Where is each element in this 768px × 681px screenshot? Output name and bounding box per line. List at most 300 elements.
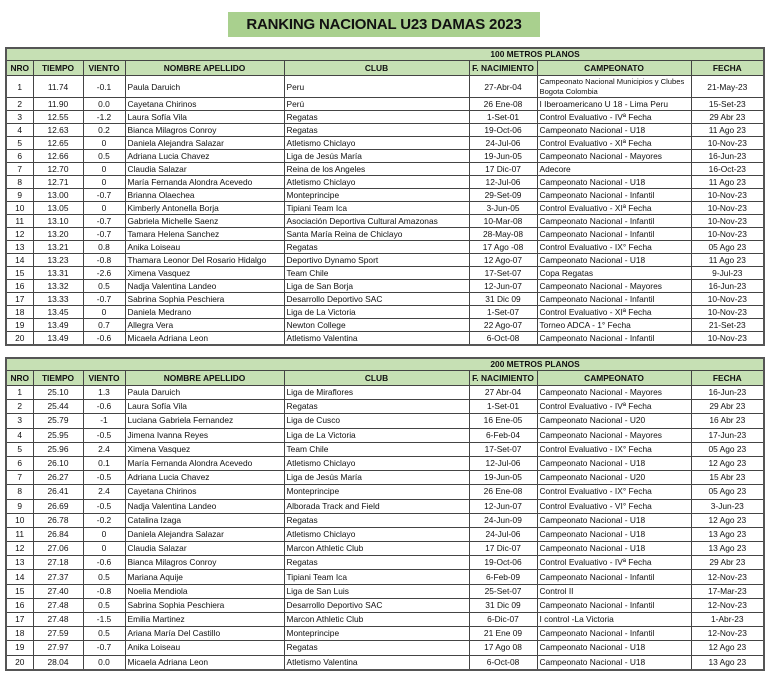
cell-club: Liga de Miraflores — [284, 386, 469, 400]
cell-nro: 18 — [6, 306, 33, 319]
table-row — [6, 386, 764, 400]
cell-viento: 0.5 — [83, 150, 125, 163]
cell-nombre: Ximena Vasquez — [125, 267, 284, 280]
cell-club: Liga de San Borja — [284, 280, 469, 293]
cell-viento: 0.5 — [83, 570, 125, 584]
cell-fecha: 12-Nov-23 — [691, 570, 764, 584]
cell-f-nacimiento: 12-Jun-07 — [469, 280, 537, 293]
cell-f-nacimiento: 24-Jul-06 — [469, 527, 537, 541]
cell-club: Desarrollo Deportivo SAC — [284, 293, 469, 306]
cell-campeonato: I Iberoamericano U 18 - Lima Peru — [537, 98, 691, 111]
column-header-nro: NRO — [6, 371, 33, 386]
cell-nombre: Adriana Lucia Chavez — [125, 150, 284, 163]
cell-club: Tipiani Team Ica — [284, 202, 469, 215]
cell-tiempo: 25.44 — [33, 400, 83, 414]
cell-fecha: 15 Abr 23 — [691, 471, 764, 485]
table-row — [6, 428, 764, 442]
cell-club: Atletismo Chiclayo — [284, 137, 469, 150]
cell-fecha: 10-Nov-23 — [691, 202, 764, 215]
ranking-table-100m — [5, 47, 765, 346]
cell-f-nacimiento: 28-May-08 — [469, 228, 537, 241]
cell-nombre: Allegra Vera — [125, 319, 284, 332]
cell-viento: -2.6 — [83, 267, 125, 280]
cell-viento: -1 — [83, 414, 125, 428]
cell-campeonato: Campeonato Nacional - Infantil — [537, 293, 691, 306]
cell-viento: -0.1 — [83, 76, 125, 98]
cell-f-nacimiento: 29-Set-09 — [469, 189, 537, 202]
cell-campeonato: Campeonato Nacional - Infantil — [537, 332, 691, 346]
table-row — [6, 598, 764, 612]
cell-nro: 14 — [6, 570, 33, 584]
cell-campeonato: Campeonato Nacional - Infantil — [537, 598, 691, 612]
table-row — [6, 202, 764, 215]
cell-nro: 4 — [6, 124, 33, 137]
cell-club: Atletismo Chiclayo — [284, 176, 469, 189]
cell-nro: 5 — [6, 442, 33, 456]
cell-nro: 17 — [6, 613, 33, 627]
cell-nombre: Micaela Adriana Leon — [125, 332, 284, 346]
cell-campeonato: Campeonato Nacional - U20 — [537, 414, 691, 428]
cell-club: Monteprincipe — [284, 627, 469, 641]
cell-nombre: Claudia Salazar — [125, 542, 284, 556]
cell-viento: 0 — [83, 163, 125, 176]
cell-nombre: Bianca Milagros Conroy — [125, 124, 284, 137]
cell-tiempo: 26.10 — [33, 456, 83, 470]
cell-viento: 0 — [83, 137, 125, 150]
table-row — [6, 556, 764, 570]
cell-f-nacimiento: 19-Oct-06 — [469, 124, 537, 137]
table-row — [6, 228, 764, 241]
cell-f-nacimiento: 17-Set-07 — [469, 267, 537, 280]
section-title-text: 100 METROS PLANOS — [490, 49, 580, 59]
cell-campeonato: Control Evaluativo - XIª Fecha — [537, 202, 691, 215]
cell-nombre: Brianna Olaechea — [125, 189, 284, 202]
cell-nombre: Cayetana Chirinos — [125, 485, 284, 499]
cell-tiempo: 13.31 — [33, 267, 83, 280]
cell-tiempo: 25.79 — [33, 414, 83, 428]
cell-nro: 7 — [6, 163, 33, 176]
cell-nro: 1 — [6, 386, 33, 400]
cell-fecha: 17-Mar-23 — [691, 584, 764, 598]
table-row — [6, 76, 764, 98]
cell-nombre: Daniela Alejandra Salazar — [125, 527, 284, 541]
cell-f-nacimiento: 19-Jun-05 — [469, 471, 537, 485]
cell-nro: 12 — [6, 228, 33, 241]
cell-campeonato: Control Evaluativo - XIª Fecha — [537, 137, 691, 150]
cell-club: Atletismo Chiclayo — [284, 456, 469, 470]
column-header-campeonato: CAMPEONATO — [537, 61, 691, 76]
table-row — [6, 254, 764, 267]
cell-viento: 0.5 — [83, 280, 125, 293]
table-row — [6, 306, 764, 319]
cell-tiempo: 27.97 — [33, 641, 83, 655]
cell-fecha: 16-Jun-23 — [691, 280, 764, 293]
cell-tiempo: 27.37 — [33, 570, 83, 584]
cell-f-nacimiento: 22 Ago-07 — [469, 319, 537, 332]
cell-campeonato: Campeonato Nacional - Mayores — [537, 386, 691, 400]
cell-nombre: Laura Sofía Vila — [125, 111, 284, 124]
cell-campeonato: Control II — [537, 584, 691, 598]
table-row — [6, 241, 764, 254]
cell-viento: 0 — [83, 202, 125, 215]
cell-nro: 6 — [6, 150, 33, 163]
cell-fecha: 16 Abr 23 — [691, 414, 764, 428]
cell-campeonato: Campeonato Nacional - U18 — [537, 456, 691, 470]
cell-tiempo: 25.96 — [33, 442, 83, 456]
cell-nombre: Jimena Ivanna Reyes — [125, 428, 284, 442]
cell-fecha: 12 Ago 23 — [691, 513, 764, 527]
cell-tiempo: 13.00 — [33, 189, 83, 202]
cell-nombre: Bianca Milagros Conroy — [125, 556, 284, 570]
cell-tiempo: 12.65 — [33, 137, 83, 150]
cell-nro: 16 — [6, 598, 33, 612]
cell-viento: 0 — [83, 306, 125, 319]
table-row — [6, 513, 764, 527]
cell-nombre: María Fernanda Alondra Acevedo — [125, 176, 284, 189]
cell-tiempo: 12.63 — [33, 124, 83, 137]
cell-fecha: 16-Jun-23 — [691, 386, 764, 400]
cell-club: Desarrollo Deportivo SAC — [284, 598, 469, 612]
cell-nombre: Nadja Valentina Landeo — [125, 499, 284, 513]
section-title — [6, 48, 764, 61]
cell-campeonato: Control Evaluativo - IX° Fecha — [537, 485, 691, 499]
table-row — [6, 613, 764, 627]
cell-club: Atletismo Valentina — [284, 332, 469, 346]
cell-viento: -0.7 — [83, 293, 125, 306]
cell-nro: 11 — [6, 215, 33, 228]
cell-fecha: 11 Ago 23 — [691, 176, 764, 189]
column-header-fecha: FECHA — [691, 371, 764, 386]
cell-campeonato: Campeonato Nacional - U18 — [537, 124, 691, 137]
cell-campeonato: Campeonato Nacional Municipios y Clubes Bogota Colombia — [537, 76, 691, 98]
cell-campeonato: Campeonato Nacional - U18 — [537, 542, 691, 556]
cell-nombre: Adriana Lucia Chavez — [125, 471, 284, 485]
cell-tiempo: 11.74 — [33, 76, 83, 98]
column-header-tiempo: TIEMPO — [33, 371, 83, 386]
cell-nro: 15 — [6, 267, 33, 280]
cell-viento: 0.0 — [83, 655, 125, 670]
cell-fecha: 15-Set-23 — [691, 98, 764, 111]
table-row — [6, 527, 764, 541]
cell-nombre: Laura Sofía Vila — [125, 400, 284, 414]
cell-f-nacimiento: 17 Dic-07 — [469, 542, 537, 556]
cell-campeonato: Campeonato Nacional - Mayores — [537, 280, 691, 293]
table-row — [6, 176, 764, 189]
cell-f-nacimiento: 25-Set-07 — [469, 584, 537, 598]
cell-fecha: 29 Abr 23 — [691, 400, 764, 414]
cell-nro: 10 — [6, 513, 33, 527]
cell-tiempo: 26.69 — [33, 499, 83, 513]
cell-viento: -0.8 — [83, 254, 125, 267]
column-header-nombre: NOMBRE APELLIDO — [125, 61, 284, 76]
cell-tiempo: 26.78 — [33, 513, 83, 527]
column-header-viento: VIENTO — [83, 61, 125, 76]
cell-club: Team Chile — [284, 442, 469, 456]
cell-viento: -0.2 — [83, 513, 125, 527]
cell-campeonato: Campeonato Nacional - Infantil — [537, 627, 691, 641]
cell-f-nacimiento: 31 Dic 09 — [469, 293, 537, 306]
cell-nro: 17 — [6, 293, 33, 306]
cell-campeonato: Campeonato Nacional - Infantil — [537, 570, 691, 584]
cell-f-nacimiento: 12-Jul-06 — [469, 176, 537, 189]
table-row — [6, 542, 764, 556]
cell-club: Regatas — [284, 241, 469, 254]
cell-club: Liga de San Luis — [284, 584, 469, 598]
cell-f-nacimiento: 27-Abr-04 — [469, 76, 537, 98]
cell-fecha: 10-Nov-23 — [691, 306, 764, 319]
cell-tiempo: 12.70 — [33, 163, 83, 176]
table-row — [6, 189, 764, 202]
cell-nro: 6 — [6, 456, 33, 470]
cell-f-nacimiento: 27 Abr-04 — [469, 386, 537, 400]
column-header-club: CLUB — [284, 371, 469, 386]
cell-viento: -1.5 — [83, 613, 125, 627]
cell-nombre: Paula Daruich — [125, 386, 284, 400]
cell-tiempo: 27.06 — [33, 542, 83, 556]
section-title — [6, 358, 764, 371]
cell-nro: 9 — [6, 499, 33, 513]
cell-campeonato: Campeonato Nacional - U18 — [537, 254, 691, 267]
cell-viento: 2.4 — [83, 442, 125, 456]
cell-campeonato: Control Evaluativo - IX° Fecha — [537, 442, 691, 456]
cell-nombre: Anika Loiseau — [125, 641, 284, 655]
cell-viento: -0.7 — [83, 641, 125, 655]
cell-tiempo: 13.10 — [33, 215, 83, 228]
cell-nombre: Micaela Adriana Leon — [125, 655, 284, 670]
cell-fecha: 05 Ago 23 — [691, 241, 764, 254]
cell-nro: 20 — [6, 655, 33, 670]
cell-nombre: Cayetana Chirinos — [125, 98, 284, 111]
table-row — [6, 442, 764, 456]
cell-f-nacimiento: 6-Oct-08 — [469, 332, 537, 346]
cell-nombre: Sabrina Sophia Peschiera — [125, 293, 284, 306]
cell-nro: 19 — [6, 641, 33, 655]
cell-club: Peru — [284, 76, 469, 98]
cell-campeonato: Copa Regatas — [537, 267, 691, 280]
cell-viento: 0.7 — [83, 319, 125, 332]
cell-tiempo: 28.04 — [33, 655, 83, 670]
cell-nombre: Luciana Gabriela Fernandez — [125, 414, 284, 428]
table-row — [6, 627, 764, 641]
cell-f-nacimiento: 21 Ene 09 — [469, 627, 537, 641]
cell-viento: 0 — [83, 176, 125, 189]
cell-f-nacimiento: 17 Ago 08 — [469, 641, 537, 655]
table-row — [6, 332, 764, 346]
cell-campeonato: Adecore — [537, 163, 691, 176]
cell-nombre: Kimberly Antonella Borja — [125, 202, 284, 215]
cell-f-nacimiento: 24-Jun-09 — [469, 513, 537, 527]
cell-nombre: María Fernanda Alondra Acevedo — [125, 456, 284, 470]
cell-fecha: 12-Nov-23 — [691, 627, 764, 641]
cell-f-nacimiento: 6-Feb-09 — [469, 570, 537, 584]
cell-fecha: 05 Ago 23 — [691, 485, 764, 499]
cell-nro: 19 — [6, 319, 33, 332]
cell-campeonato: Campeonato Nacional - U18 — [537, 513, 691, 527]
cell-nro: 13 — [6, 241, 33, 254]
cell-f-nacimiento: 16 Ene-05 — [469, 414, 537, 428]
cell-nro: 10 — [6, 202, 33, 215]
cell-club: Liga de Jesús María — [284, 471, 469, 485]
cell-nro: 1 — [6, 76, 33, 98]
table-row — [6, 124, 764, 137]
cell-nro: 9 — [6, 189, 33, 202]
cell-nro: 3 — [6, 414, 33, 428]
cell-nro: 8 — [6, 485, 33, 499]
cell-club: Santa María Reina de Chiclayo — [284, 228, 469, 241]
table-row — [6, 414, 764, 428]
table-row — [6, 641, 764, 655]
cell-campeonato: Campeonato Nacional - Mayores — [537, 428, 691, 442]
cell-fecha: 29 Abr 23 — [691, 111, 764, 124]
cell-fecha: 16-Oct-23 — [691, 163, 764, 176]
cell-nombre: Noelia Mendiola — [125, 584, 284, 598]
cell-f-nacimiento: 1-Set-07 — [469, 306, 537, 319]
cell-nro: 2 — [6, 98, 33, 111]
cell-campeonato: Campeonato Nacional - U18 — [537, 176, 691, 189]
cell-club: Tipiani Team Ica — [284, 570, 469, 584]
table-row — [6, 485, 764, 499]
table-row — [6, 163, 764, 176]
cell-viento: 0.0 — [83, 98, 125, 111]
cell-f-nacimiento: 12-Jul-06 — [469, 456, 537, 470]
cell-fecha: 1-Abr-23 — [691, 613, 764, 627]
cell-nro: 16 — [6, 280, 33, 293]
column-header-club: CLUB — [284, 61, 469, 76]
cell-nro: 13 — [6, 556, 33, 570]
cell-nombre: Tamara Helena Sanchez — [125, 228, 284, 241]
cell-f-nacimiento: 17 Ago -08 — [469, 241, 537, 254]
cell-tiempo: 12.71 — [33, 176, 83, 189]
table-row — [6, 267, 764, 280]
cell-fecha: 21-May-23 — [691, 76, 764, 98]
cell-tiempo: 27.59 — [33, 627, 83, 641]
cell-club: Atletismo Valentina — [284, 655, 469, 670]
cell-nombre: Thamara Leonor Del Rosario Hidalgo — [125, 254, 284, 267]
cell-club: Monteprincipe — [284, 485, 469, 499]
cell-f-nacimiento: 26 Ene-08 — [469, 485, 537, 499]
cell-campeonato: Control Evaluativo - IVª Fecha — [537, 111, 691, 124]
cell-f-nacimiento: 6-Dic-07 — [469, 613, 537, 627]
cell-club: Newton College — [284, 319, 469, 332]
cell-tiempo: 25.95 — [33, 428, 83, 442]
cell-viento: -0.7 — [83, 189, 125, 202]
cell-viento: -0.7 — [83, 228, 125, 241]
cell-viento: 0.5 — [83, 627, 125, 641]
cell-nombre: Claudia Salazar — [125, 163, 284, 176]
cell-club: Marcon Athletic Club — [284, 542, 469, 556]
cell-campeonato: Control Evaluativo - VI° Fecha — [537, 499, 691, 513]
cell-campeonato: I control -La Victoria — [537, 613, 691, 627]
cell-fecha: 12 Ago 23 — [691, 641, 764, 655]
cell-nombre: Gabriela Michelle Saenz — [125, 215, 284, 228]
cell-viento: -0.6 — [83, 400, 125, 414]
cell-nro: 18 — [6, 627, 33, 641]
cell-fecha: 10-Nov-23 — [691, 215, 764, 228]
cell-campeonato: Campeonato Nacional - U20 — [537, 471, 691, 485]
cell-campeonato: Campeonato Nacional - Infantil — [537, 189, 691, 202]
page-title: RANKING NACIONAL U23 DAMAS 2023 — [228, 12, 540, 37]
cell-campeonato: Torneo ADCA - 1° Fecha — [537, 319, 691, 332]
ranking-table-200m — [5, 357, 765, 671]
cell-viento: -0.5 — [83, 499, 125, 513]
cell-tiempo: 13.45 — [33, 306, 83, 319]
section-title-text: 200 METROS PLANOS — [490, 359, 580, 369]
cell-nro: 20 — [6, 332, 33, 346]
cell-viento: -0.5 — [83, 428, 125, 442]
cell-fecha: 29 Abr 23 — [691, 556, 764, 570]
cell-fecha: 10-Nov-23 — [691, 228, 764, 241]
cell-tiempo: 12.66 — [33, 150, 83, 163]
cell-campeonato: Control Evaluativo - IVª Fecha — [537, 556, 691, 570]
table-row — [6, 499, 764, 513]
cell-nombre: Daniela Alejandra Salazar — [125, 137, 284, 150]
column-header-nro: NRO — [6, 61, 33, 76]
cell-tiempo: 13.33 — [33, 293, 83, 306]
cell-club: Liga de La Victoria — [284, 428, 469, 442]
cell-club: Liga de La Victoria — [284, 306, 469, 319]
cell-club: Regatas — [284, 111, 469, 124]
cell-fecha: 13 Ago 23 — [691, 655, 764, 670]
cell-nombre: Catalina Izaga — [125, 513, 284, 527]
cell-tiempo: 27.48 — [33, 613, 83, 627]
cell-club: Liga de Jesús María — [284, 150, 469, 163]
cell-tiempo: 26.84 — [33, 527, 83, 541]
cell-nombre: Ximena Vasquez — [125, 442, 284, 456]
column-header-campeonato: CAMPEONATO — [537, 371, 691, 386]
cell-club: Deportivo Dynamo Sport — [284, 254, 469, 267]
column-header-nombre: NOMBRE APELLIDO — [125, 371, 284, 386]
cell-fecha: 21-Set-23 — [691, 319, 764, 332]
cell-nombre: Nadja Valentina Landeo — [125, 280, 284, 293]
cell-nro: 4 — [6, 428, 33, 442]
cell-viento: 0.5 — [83, 598, 125, 612]
cell-campeonato: Campeonato Nacional - Mayores — [537, 150, 691, 163]
cell-f-nacimiento: 6-Feb-04 — [469, 428, 537, 442]
cell-nro: 7 — [6, 471, 33, 485]
cell-tiempo: 13.21 — [33, 241, 83, 254]
cell-fecha: 10-Nov-23 — [691, 293, 764, 306]
cell-club: Regatas — [284, 400, 469, 414]
cell-f-nacimiento: 19-Jun-05 — [469, 150, 537, 163]
cell-f-nacimiento: 17-Set-07 — [469, 442, 537, 456]
table-row — [6, 111, 764, 124]
cell-club: Regatas — [284, 556, 469, 570]
cell-tiempo: 13.49 — [33, 332, 83, 346]
table-row — [6, 293, 764, 306]
cell-f-nacimiento: 1-Set-01 — [469, 111, 537, 124]
cell-tiempo: 13.32 — [33, 280, 83, 293]
cell-club: Reina de los Angeles — [284, 163, 469, 176]
cell-campeonato: Campeonato Nacional - U18 — [537, 527, 691, 541]
cell-f-nacimiento: 17 Dic-07 — [469, 163, 537, 176]
cell-fecha: 10-Nov-23 — [691, 137, 764, 150]
column-header-f-nacimiento: F. NACIMIENTO — [469, 61, 537, 76]
cell-club: Team Chile — [284, 267, 469, 280]
cell-tiempo: 13.20 — [33, 228, 83, 241]
cell-club: Perú — [284, 98, 469, 111]
cell-club: Monteprincipe — [284, 189, 469, 202]
cell-f-nacimiento: 12 Ago-07 — [469, 254, 537, 267]
cell-fecha: 11 Ago 23 — [691, 124, 764, 137]
cell-tiempo: 27.40 — [33, 584, 83, 598]
cell-club: Marcon Athletic Club — [284, 613, 469, 627]
cell-f-nacimiento: 6-Oct-08 — [469, 655, 537, 670]
table-row — [6, 400, 764, 414]
cell-f-nacimiento: 26 Ene-08 — [469, 98, 537, 111]
cell-fecha: 13 Ago 23 — [691, 542, 764, 556]
cell-campeonato: Control Evaluativo - XIª Fecha — [537, 306, 691, 319]
cell-campeonato: Control Evaluativo - IVª Fecha — [537, 400, 691, 414]
